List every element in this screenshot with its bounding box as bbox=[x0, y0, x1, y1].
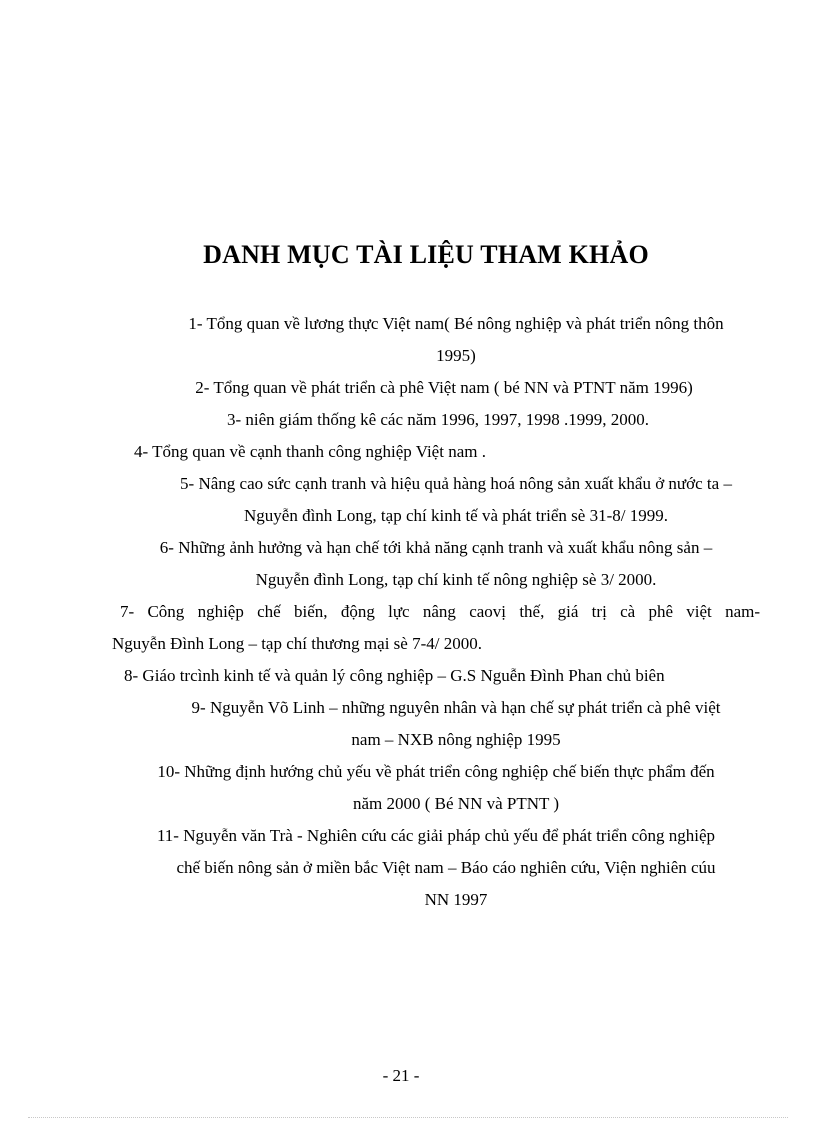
reference-5-line-2: Nguyễn đình Long, tạp chí kinh tế và phát triển sè 31-8/ 1999. bbox=[244, 506, 668, 525]
reference-8-line-1: 8- Giáo trcình kinh tế và quản lý công nghiệp – G.S Nguễn Đình Phan chủ biên bbox=[124, 666, 665, 685]
reference-7-line-1: 7- Công nghiệp chế biến, động lực nâng caovị thế, giá trị cà phê việt nam- bbox=[120, 602, 760, 621]
reference-9-line-2: nam – NXB nông nghiệp 1995 bbox=[351, 730, 561, 749]
reference-1-line-2: 1995) bbox=[436, 346, 476, 365]
reference-2-line-1: 2- Tổng quan về phát triển cà phê Việt nam ( bé NN và PTNT năm 1996) bbox=[195, 378, 693, 397]
reference-11-line-2: chế biến nông sản ở miền bắc Việt nam – Báo cáo nghiên cứu, Viện nghiên cúu bbox=[176, 858, 716, 877]
reference-4-line-1: 4- Tổng quan về cạnh thanh công nghiệp Việt nam . bbox=[134, 442, 486, 461]
reference-6-line-1: 6- Những ảnh hưởng và hạn chế tới khả năng cạnh tranh và xuất khẩu nông sản – bbox=[159, 538, 713, 557]
reference-5-line-1: 5- Nâng cao sức cạnh tranh và hiệu quả hàng hoá nông sản xuất khẩu ở nước ta – bbox=[180, 474, 732, 493]
reference-9-line-1: 9- Nguyễn Võ Linh – những nguyên nhân và hạn chế sự phát triển cà phê việt bbox=[191, 698, 721, 717]
reference-6-line-2: Nguyễn đình Long, tạp chí kinh tế nông nghiệp sè 3/ 2000. bbox=[255, 570, 657, 589]
reference-11-line-3: NN 1997 bbox=[424, 890, 488, 909]
reference-1-line-1: 1- Tổng quan về lương thực Việt nam( Bé nông nghiệp và phát triển nông thôn bbox=[188, 314, 724, 333]
reference-list bbox=[112, 308, 760, 916]
bottom-divider bbox=[28, 1117, 788, 1118]
reference-10-line-2: năm 2000 ( Bé NN và PTNT ) bbox=[352, 794, 560, 813]
reference-7-line-2: Nguyễn Đình Long – tạp chí thương mại sè 7-4/ 2000. bbox=[112, 634, 482, 653]
reference-3-line-1: 3- niên giám thống kê các năm 1996, 1997, 1998 .1999, 2000. bbox=[226, 410, 650, 429]
reference-10-line-1: 10- Những định hướng chủ yếu về phát triển công nghiệp chế biến thực phẩm đến bbox=[157, 762, 715, 781]
reference-11-line-1: 11- Nguyễn văn Trà - Nghiên cứu các giải pháp chủ yếu để phát triển công nghiệp bbox=[156, 826, 716, 845]
page-number: - 21 - bbox=[382, 1066, 420, 1085]
page-title: DANH MỤC TÀI LIỆU THAM KHẢO bbox=[203, 240, 649, 269]
